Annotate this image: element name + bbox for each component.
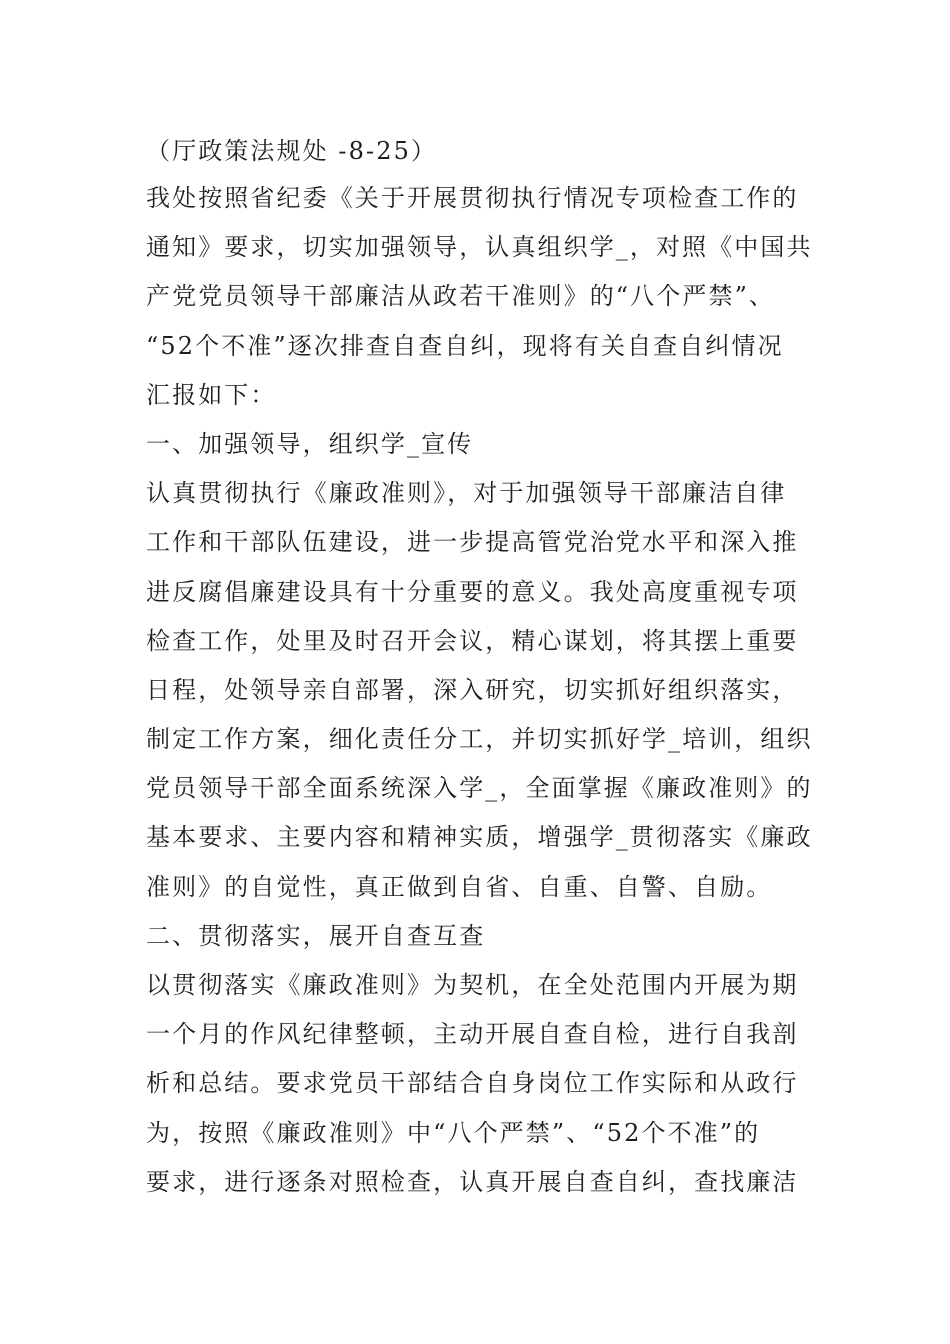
body-text-line: 工作和干部队伍建设，进一步提高管党治党水平和深入推: [146, 528, 799, 557]
body-text-line: 基本要求、主要内容和精神实质，增强学_贯彻落实《廉政: [146, 823, 813, 852]
body-text-line: 汇报如下：: [146, 380, 277, 409]
body-text-line: 以贯彻落实《廉政准则》为契机，在全处范围内开展为期: [146, 971, 799, 999]
body-text-line: 析和总结。要求党员干部结合自身岗位工作实际和从政行: [146, 1069, 799, 1098]
body-text-line: 一个月的作风纪律整顿，主动开展自查自检，进行自我剖: [146, 1020, 799, 1049]
section-heading-1: 一、加强领导，组织学_宣传: [146, 429, 474, 458]
body-text-line: 日程，处领导亲自部署，深入研究，切实抓好组织落实，: [146, 675, 799, 704]
body-text-line: “52个不准”逐次排查自查自纠，现将有关自查自纠情况: [146, 331, 784, 360]
body-text-line: 制定工作方案，细化责任分工，并切实抓好学_培训，组织: [146, 725, 813, 754]
body-text-line: 为，按照《廉政准则》中“八个严禁”、“52个不准”的: [146, 1118, 761, 1147]
body-text-line: 认真贯彻执行《廉政准则》，对于加强领导干部廉洁自律: [146, 479, 787, 508]
document-date-line: （厅政策法规处 -8-25）: [146, 137, 438, 165]
body-text-line: 产党党员领导干部廉洁从政若干准则》的“八个严禁”、: [146, 282, 776, 311]
body-text-line: 我处按照省纪委《关于开展贯彻执行情况专项检查工作的: [146, 184, 799, 212]
section-heading-2: 二、贯彻落实，展开自查互查: [146, 921, 486, 950]
body-text-line: 进反腐倡廉建设具有十分重要的意义。我处高度重视专项: [146, 577, 799, 606]
document-body: [146, 128, 816, 1207]
body-text-line: 准则》的自觉性，真正做到自省、自重、自警、自励。: [146, 872, 773, 901]
body-text-line: 党员领导干部全面系统深入学_，全面掌握《廉政准则》的: [146, 774, 813, 803]
body-text-line: 检查工作，处里及时召开会议，精心谋划，将其摆上重要: [146, 626, 799, 655]
body-text-line: 要求，进行逐条对照检查，认真开展自查自纠，查找廉洁: [146, 1167, 799, 1196]
body-text-line: 通知》要求，切实加强领导，认真组织学_，对照《中国共: [146, 233, 813, 262]
